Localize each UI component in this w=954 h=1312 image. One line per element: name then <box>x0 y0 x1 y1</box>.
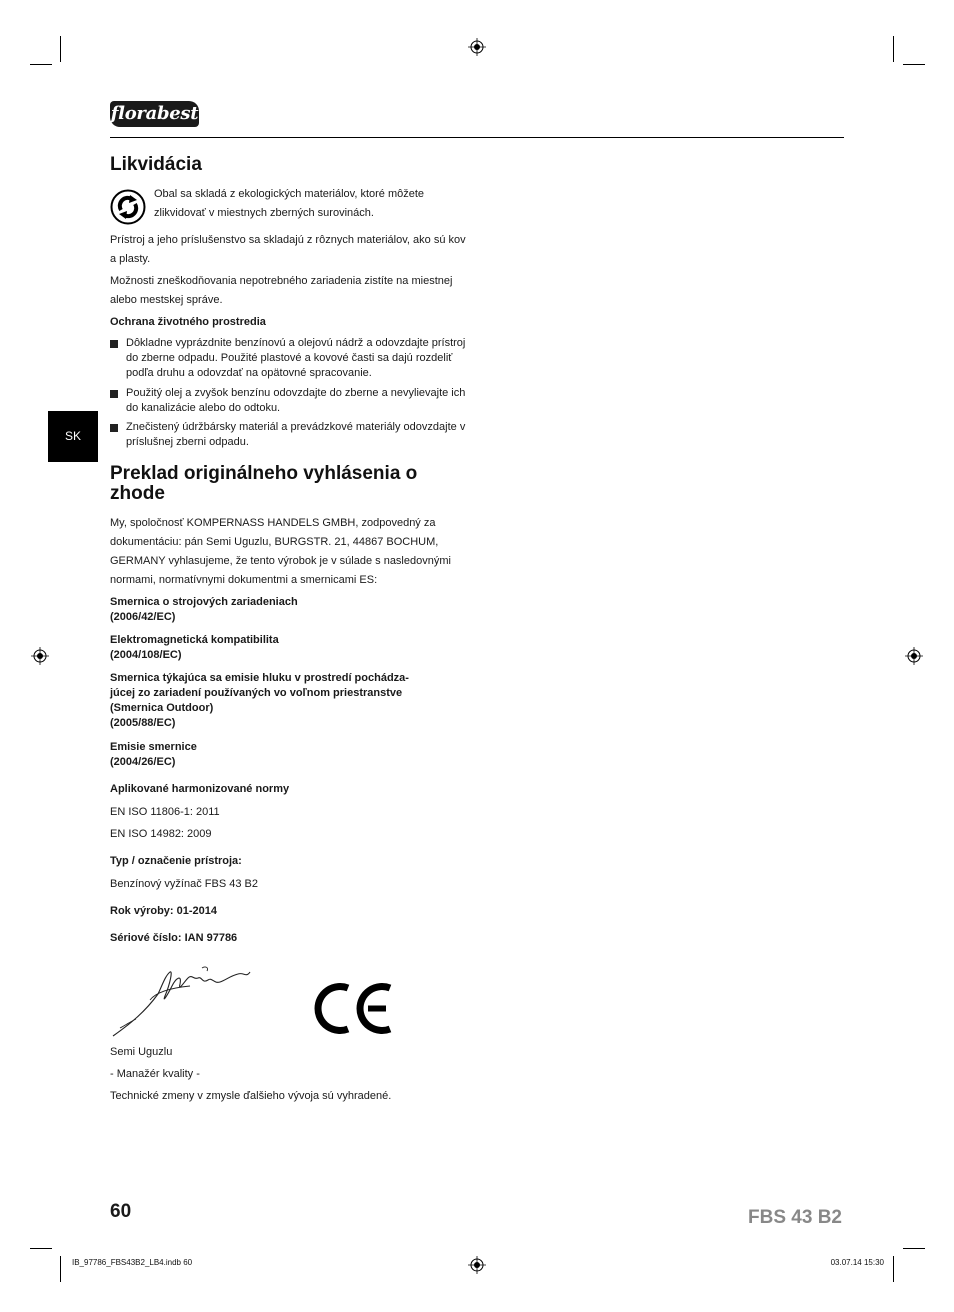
list-item <box>110 336 470 381</box>
list-item-text: Znečistený údržbársky materiál a prevádzkové materiály odovzdajte v príslušnej zberni odpadu. <box>126 421 466 448</box>
crop-mark <box>30 1248 52 1249</box>
signature <box>110 964 260 1039</box>
section-title-preklad: Preklad originálneho vyhlásenia o zhode <box>110 463 418 504</box>
print-date-info: 03.07.14 15:30 <box>830 1258 884 1267</box>
crop-mark <box>60 36 61 62</box>
language-tab: SK <box>48 411 98 462</box>
registration-mark-icon <box>905 647 923 665</box>
directive-title: Elektromagnetická kompatibilita <box>110 634 279 646</box>
norms-heading: Aplikované harmonizované normy <box>110 783 290 795</box>
env-heading: Ochrana životného prostredia <box>110 316 266 328</box>
registration-mark-icon <box>468 1256 486 1274</box>
likvidacia-paragraph: Možnosti zneškodňovania nepotrebného zariadenia zistíte na miestnej alebo mestskej správe. <box>110 275 453 306</box>
declaration-intro: My, spoločnosť KOMPERNASS HANDELS GMBH, zodpovedný za dokumentáciu: pán Semi Uguzlu, BURGSTR. 21, 44867 BOCHUM, GERMANY vyhlasujeme, že tento výrobok je v súlade s nasledovnými normami, normatívnymi dokumentmi a smernicami ES: <box>110 517 451 586</box>
production-year: Rok výroby: 01-2014 <box>110 905 217 917</box>
likvidacia-intro: Obal sa skladá z ekologických materiálov, ktoré môžete zlikvidovať v miestnych zberných surovinách. <box>154 188 425 219</box>
serial-number: Sériové číslo: IAN 97786 <box>110 932 238 944</box>
directive-code: (2004/26/EC) <box>110 756 176 768</box>
directive-title: (Smernica Outdoor) <box>110 702 214 714</box>
bullet-square-icon <box>110 340 118 348</box>
directive-code: (2006/42/EC) <box>110 611 176 623</box>
page-number: 60 <box>110 1201 132 1222</box>
crop-mark <box>903 1248 925 1249</box>
crop-mark <box>60 1256 61 1282</box>
crop-mark <box>893 36 894 62</box>
print-file-info: IB_97786_FBS43B2_LB4.indb 60 <box>72 1258 193 1267</box>
list-item <box>110 420 470 450</box>
crop-mark <box>893 1256 894 1282</box>
recycle-icon <box>110 189 146 225</box>
bullet-square-icon <box>110 390 118 398</box>
directive-title: júcej zo zariadení používaných vo voľnom priestranstve <box>110 687 403 699</box>
section-title-likvidacia: Likvidácia <box>110 154 202 175</box>
directive-code: (2004/108/EC) <box>110 649 182 661</box>
brand-logo: florabest <box>110 101 199 127</box>
type-value: Benzínový vyžínač FBS 43 B2 <box>110 878 258 890</box>
type-heading: Typ / označenie prístroja: <box>110 855 242 867</box>
registration-mark-icon <box>31 647 49 665</box>
registration-mark-icon <box>468 38 486 56</box>
list-item-text: Použitý olej a zvyšok benzínu odovzdajte do zberne a nevylievajte ich do kanalizácie alebo do odtoku. <box>126 387 466 414</box>
crop-mark <box>30 64 52 65</box>
list-item <box>110 386 470 416</box>
model-name: FBS 43 B2 <box>748 1207 842 1228</box>
norm-item: EN ISO 14982: 2009 <box>110 828 212 840</box>
ce-mark-icon <box>312 980 394 1037</box>
directive-title: Smernica týkajúca sa emisie hluku v prostredí pochádza- <box>110 672 409 684</box>
technical-note: Technické zmeny v zmysle ďalšieho vývoja sú vyhradené. <box>110 1090 392 1102</box>
signer-name: Semi Uguzlu <box>110 1046 173 1058</box>
directive-code: (2005/88/EC) <box>110 717 176 729</box>
likvidacia-paragraph: Prístroj a jeho príslušenstvo sa skladajú z rôznych materiálov, ako sú kov a plasty. <box>110 234 466 265</box>
signer-role: - Manažér kvality - <box>110 1068 200 1080</box>
header-rule <box>110 137 844 138</box>
crop-mark <box>903 64 925 65</box>
norm-item: EN ISO 11806-1: 2011 <box>110 806 220 818</box>
list-item-text: Dôkladne vyprázdnite benzínovú a olejovú nádrž a odovzdajte prístroj do zberne odpadu. Použité plastové a kovové časti sa dajú rozdeliť podľa druhu a odovzdať na opätovné spracovanie. <box>126 337 466 379</box>
directive-title: Emisie smernice <box>110 741 197 753</box>
bullet-square-icon <box>110 424 118 432</box>
directive-title: Smernica o strojových zariadeniach <box>110 596 298 608</box>
